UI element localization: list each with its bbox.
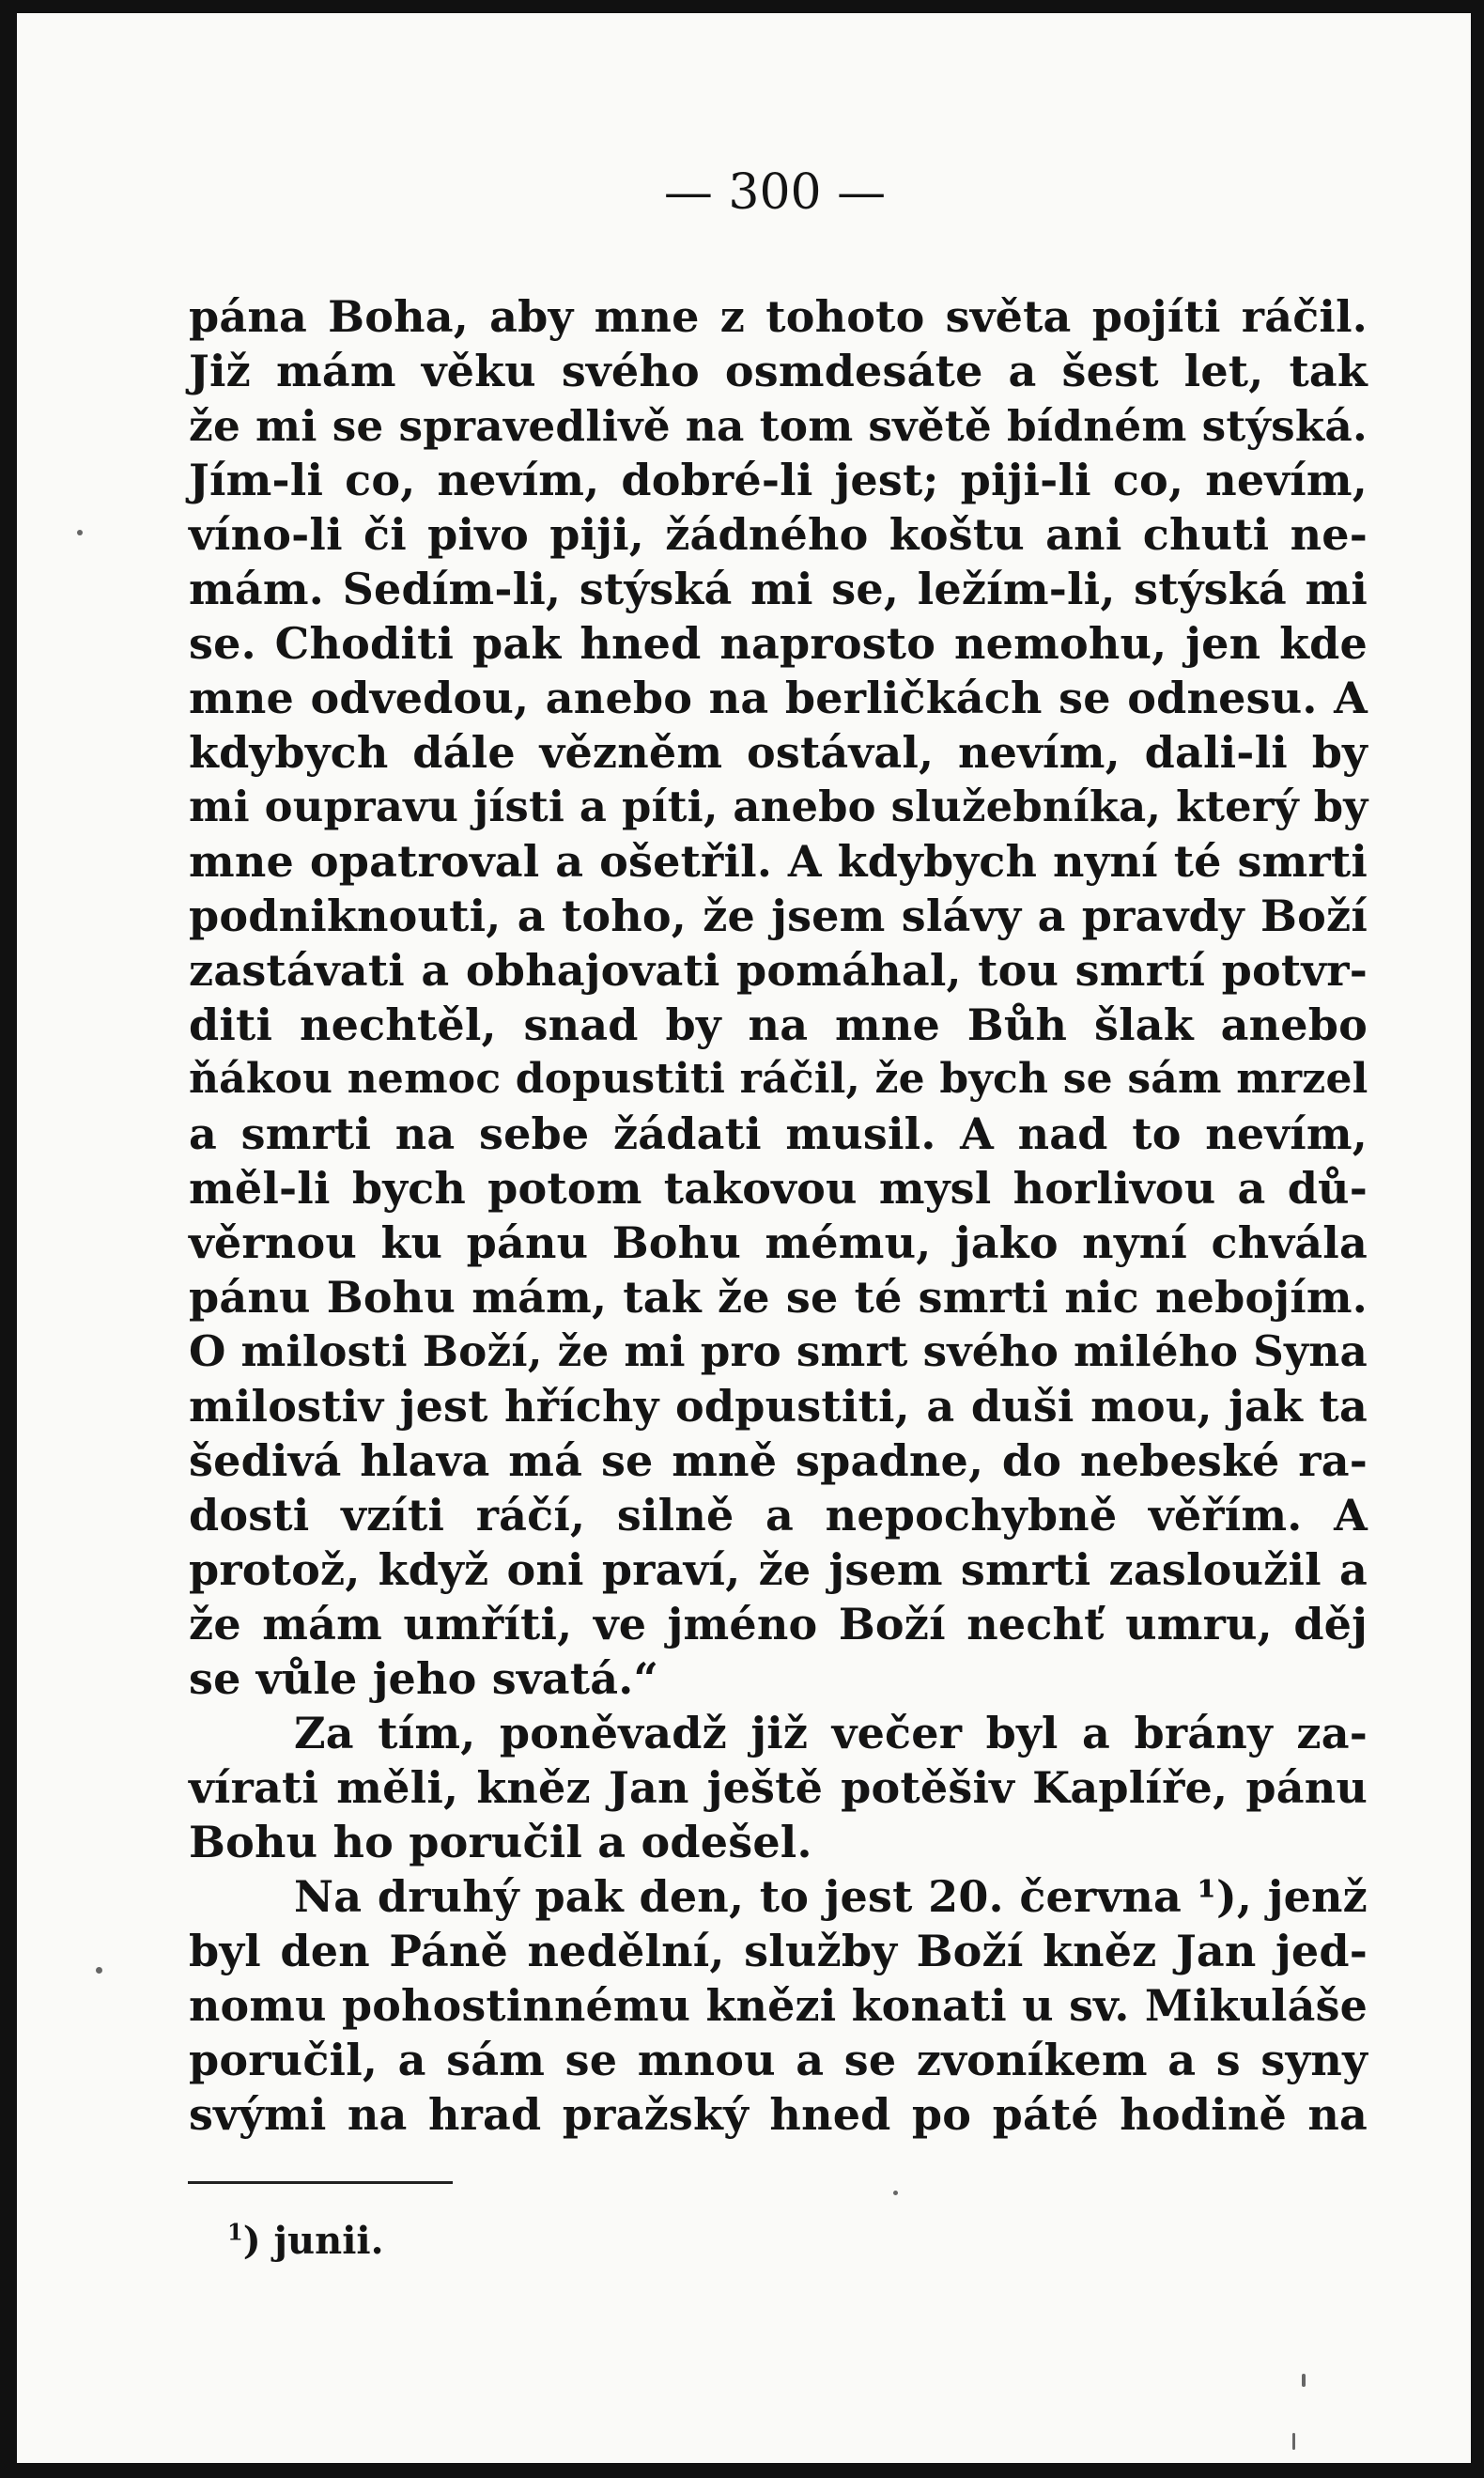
text-line: dosti vzíti ráčí, silně a nepochybně věřím. A — [189, 1490, 1368, 1541]
text-line: a smrti na sebe žádati musil. A nad to nevím, — [189, 1108, 1368, 1159]
text-line: mne odvedou, anebo na berličkách se odnesu. A — [189, 673, 1368, 723]
text-line: mne opatroval a ošetřil. A kdybych nyní té smrti — [189, 836, 1368, 887]
text-line: svými na hrad pražský hned po páté hodině na — [189, 2089, 1368, 2140]
text-line: že mi se spravedlivě na tom světě bídném stýská. — [189, 400, 1368, 451]
text-line: O milosti Boží, že mi pro smrt svého milého Syna — [189, 1326, 1368, 1376]
footnote-marker: 1 — [227, 2218, 243, 2246]
footnote — [227, 2217, 384, 2266]
text-line: Již mám věku svého osmdesáte a šest let, tak — [189, 346, 1368, 396]
body-text — [189, 289, 1368, 2142]
footnote-rule — [188, 2181, 453, 2184]
text-line: víno-li či pivo piji, žádného koštu ani chuti ne- — [189, 509, 1368, 560]
text-line: šedivá hlava má se mně spadne, do nebeské ra- — [189, 1435, 1368, 1486]
text-line: nomu pohostinnému knězi konati u sv. Mikuláše — [189, 1980, 1368, 2031]
text-line: Jím-li co, nevím, dobré-li jest; piji-li co, nevím, — [189, 455, 1368, 505]
text-line: zastávati a obhajovati pomáhal, tou smrtí potvr- — [189, 945, 1368, 996]
text-line: kdybych dále vězněm ostával, nevím, dali-li by — [189, 727, 1368, 778]
text-line: mi oupravu jísti a píti, anebo služebníka, který by — [189, 782, 1368, 831]
text-line: měl-li bych potom takovou mysl horlivou a dů- — [189, 1163, 1368, 1214]
text-line: podniknouti, a toho, že jsem slávy a pravdy Boží — [189, 891, 1368, 941]
text-line: diti nechtěl, snad by na mne Bůh šlak anebo — [189, 999, 1368, 1050]
text-line: Za tím, poněvadž již večer byl a brány za- — [294, 1708, 1368, 1758]
text-line: mám. Sedím-li, stýská mi se, ležím-li, stýská mi — [189, 564, 1368, 614]
text-line: ňákou nemoc dopustiti ráčil, že bych se sám mrzel — [189, 1055, 1368, 1103]
text-line: milostiv jest hříchy odpustiti, a duši mou, jak ta — [189, 1381, 1368, 1432]
text-line: protož, když oni praví, že jsem smrti zasloužil a — [189, 1544, 1368, 1595]
text-line: že mám umříti, ve jméno Boží nechť umru, děj — [189, 1599, 1368, 1649]
text-line: pánu Bohu mám, tak že se té smrti nic nebojím. — [189, 1272, 1368, 1323]
text-line: věrnou ku pánu Bohu mému, jako nyní chvála — [189, 1217, 1368, 1268]
text-line: se. Choditi pak hned naprosto nemohu, jen kde — [189, 618, 1368, 669]
text-line: pána Boha, aby mne z tohoto světa pojíti ráčil. — [189, 291, 1368, 342]
text-line: vírati měli, kněz Jan ještě potěšiv Kaplíře, pánu — [189, 1762, 1368, 1813]
text-line: se vůle jeho svatá.“ — [189, 1653, 659, 1704]
text-line: byl den Páně nedělní, služby Boží kněz Jan jed- — [189, 1926, 1368, 1976]
text-line: Bohu ho poručil a odešel. — [189, 1817, 812, 1867]
text-line: Na druhý pak den, to jest 20. června ¹), jenž — [294, 1871, 1368, 1922]
text-line: poručil, a sám se mnou a se zvoníkem a s syny — [189, 2035, 1368, 2085]
footnote-text: ) junii. — [242, 2219, 384, 2263]
page-number: — 300 — — [663, 164, 887, 221]
